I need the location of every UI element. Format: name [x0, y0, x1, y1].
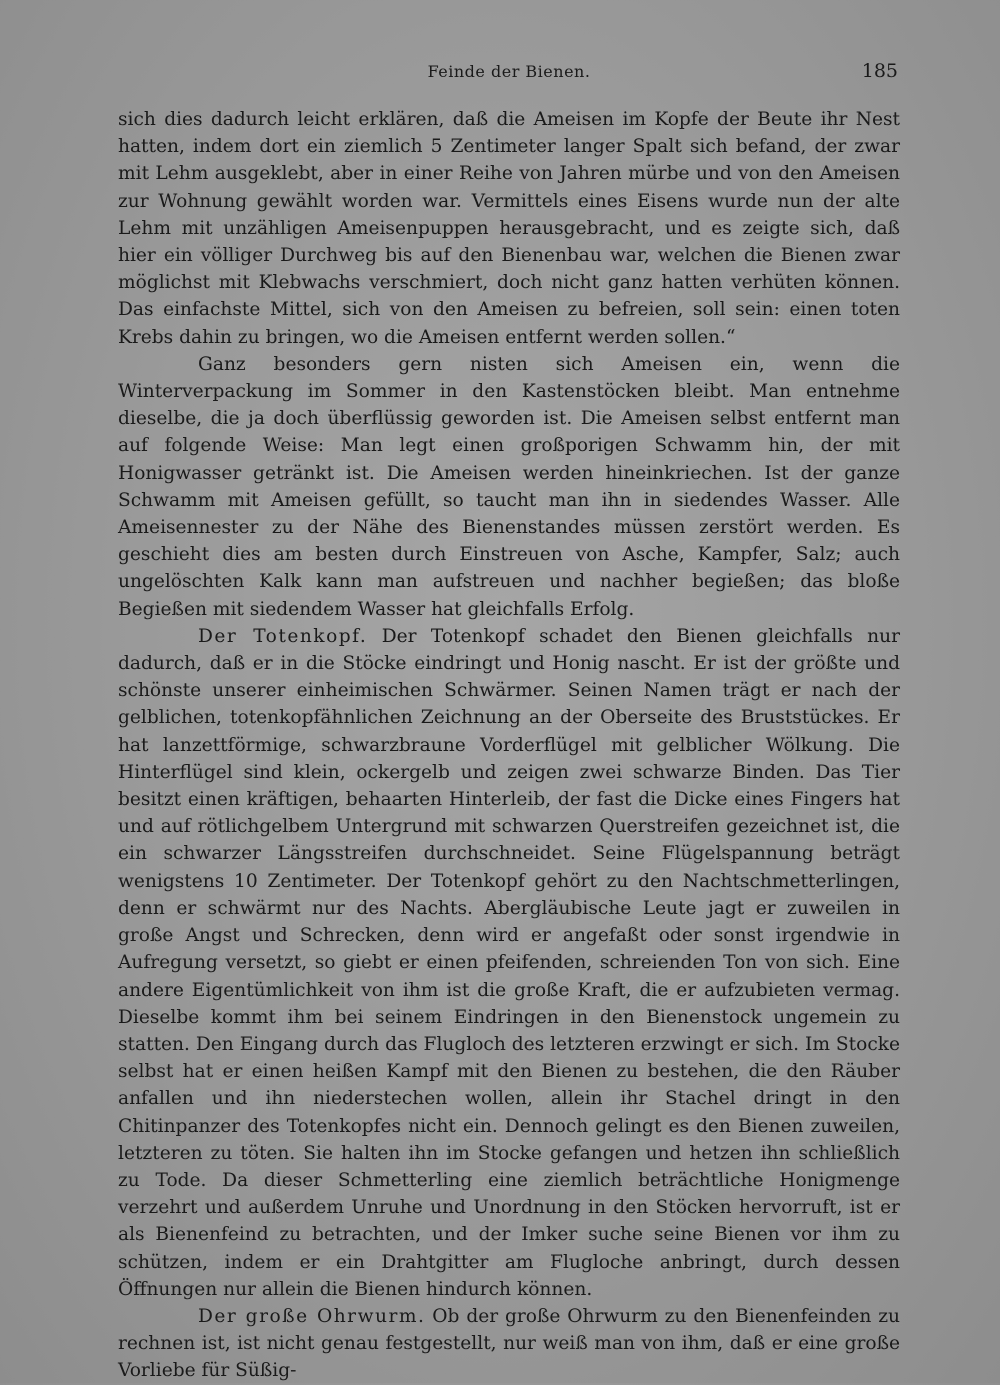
- body-text: [118, 106, 900, 1385]
- paragraph-text: sich dies dadurch leicht erklären, daß die Ameisen im Kopfe der Beute ihr Nest hatten, indem dort ein ziemlich 5 Zentimeter langer Spalt sich befand, der zwar mit Lehm ausgeklebt, aber in einer Reihe von Jahren mürbe und von den Ameisen zur Wohnung gewählt worden war. Vermittels eines Eisens wurde nun der alte Lehm mit unzähligen Ameisenpuppen herausgebracht, und es zeigte sich, daß hier ein völliger Durchweg bis auf den Bienenbau war, welchen die Bienen zwar möglichst mit Klebwachs verschmiert, doch nicht ganz hatten verhüten können. Das einfachste Mittel, sich von den Ameisen zu befreien, soll sein: einen toten Krebs dahin zu bringen, wo die Ameisen entfernt werden sollen.“: [118, 109, 900, 348]
- paragraph-text: Ganz besonders gern nisten sich Ameisen ein, wenn die Winterverpackung im Sommer in den Kastenstöcken bleibt. Man entnehme dieselbe, die ja doch überflüssig geworden ist. Die Ameisen selbst entfernt man auf folgende Weise: Man legt einen großporigen Schwamm hin, der mit Honigwasser getränkt ist. Die Ameisen werden hineinkriechen. Ist der ganze Schwamm mit Ameisen gefüllt, so taucht man ihn in siedendes Wasser. Alle Ameisennester zu der Nähe des Bienenstandes müssen zerstört werden. Es geschieht dies am besten durch Einstreuen von Asche, Kampfer, Salz; auch ungelöschten Kalk kann man aufstreuen und nachher begießen; das bloße Begießen mit siedendem Wasser hat gleichfalls Erfolg.: [118, 353, 900, 620]
- paragraph-text: Der Totenkopf schadet den Bienen gleichfalls nur dadurch, daß er in die Stöcke eindringt und Honig nascht. Er ist der größte und schönste unserer einheimischen Schwärmer. Seinen Namen trägt er nach der gelblichen, totenkopfähnlichen Zeichnung an der Oberseite des Bruststückes. Er hat lanzettförmige, schwarzbraune Vorderflügel mit gelblicher Wölkung. Die Hinterflügel sind klein, ockergelb und zeigen zwei schwarze Binden. Das Tier besitzt einen kräftigen, behaarten Hinterleib, der fast die Dicke eines Fingers hat und auf rötlichgelbem Untergrund mit schwarzen Querstreifen gezeichnet ist, die ein schwarzer Längsstreifen durchschneidet. Seine Flügelspannung beträgt wenigstens 10 Zentimeter. Der Totenkopf gehört zu den Nachtschmetterlingen, denn er schwärmt nur des Nachts. Abergläubische Leute jagt er zuweilen in große Angst und Schrecken, denn wird er angefaßt oder sonst irgendwie in Aufregung versetzt, so giebt er einen pfeifenden, schreienden Ton von sich. Eine andere Eigentümlichkeit von ihm ist die große Kraft, die er aufzubieten vermag. Dieselbe kommt ihm bei seinem Eindringen in den Bienenstock ungemein zu statten. Den Eingang durch das Flugloch des letzteren erzwingt er sich. Im Stocke selbst hat er einen heißen Kampf mit den Bienen zu bestehen, die den Räuber anfallen und ihn niederstechen wollen, allein ihr Stachel dringt in den Chitinpanzer des Totenkopfes nicht ein. Dennoch gelingt es den Bienen zuweilen, letzteren zu töten. Sie halten ihn im Stocke gefangen und hetzen ihn schließlich zu Tode. Da dieser Schmetterling eine ziemlich beträchtliche Honigmenge verzehrt und außerdem Unruhe und Unordnung in den Stöcken hervorruft, ist er als Bienenfeind zu betrachten, und der Imker suche seine Bienen vor ihm zu schützen, indem er ein Drahtgitter am Flugloche anbringt, durch dessen Öffnungen nur allein die Bienen hindurch können.: [118, 625, 900, 1300]
- paragraph-death-head-moth: [118, 623, 900, 1303]
- running-title: Feinde der Bienen.: [427, 62, 591, 81]
- paragraph-ants-continued: [118, 106, 900, 351]
- section-heading: Der Totenkopf.: [198, 625, 368, 647]
- running-head: [120, 62, 898, 88]
- paragraph-ants-winter-packing: [118, 351, 900, 623]
- page-number: 185: [861, 60, 898, 82]
- section-heading: Der große Ohrwurm.: [198, 1305, 426, 1327]
- paragraph-text: Ob der große Ohrwurm zu den Bienenfeinden zu rechnen ist, ist nicht genau festgestellt, nur weiß man von ihm, daß er eine große Vorliebe für Süßig-: [118, 1305, 900, 1382]
- paragraph-earwig: [118, 1303, 900, 1385]
